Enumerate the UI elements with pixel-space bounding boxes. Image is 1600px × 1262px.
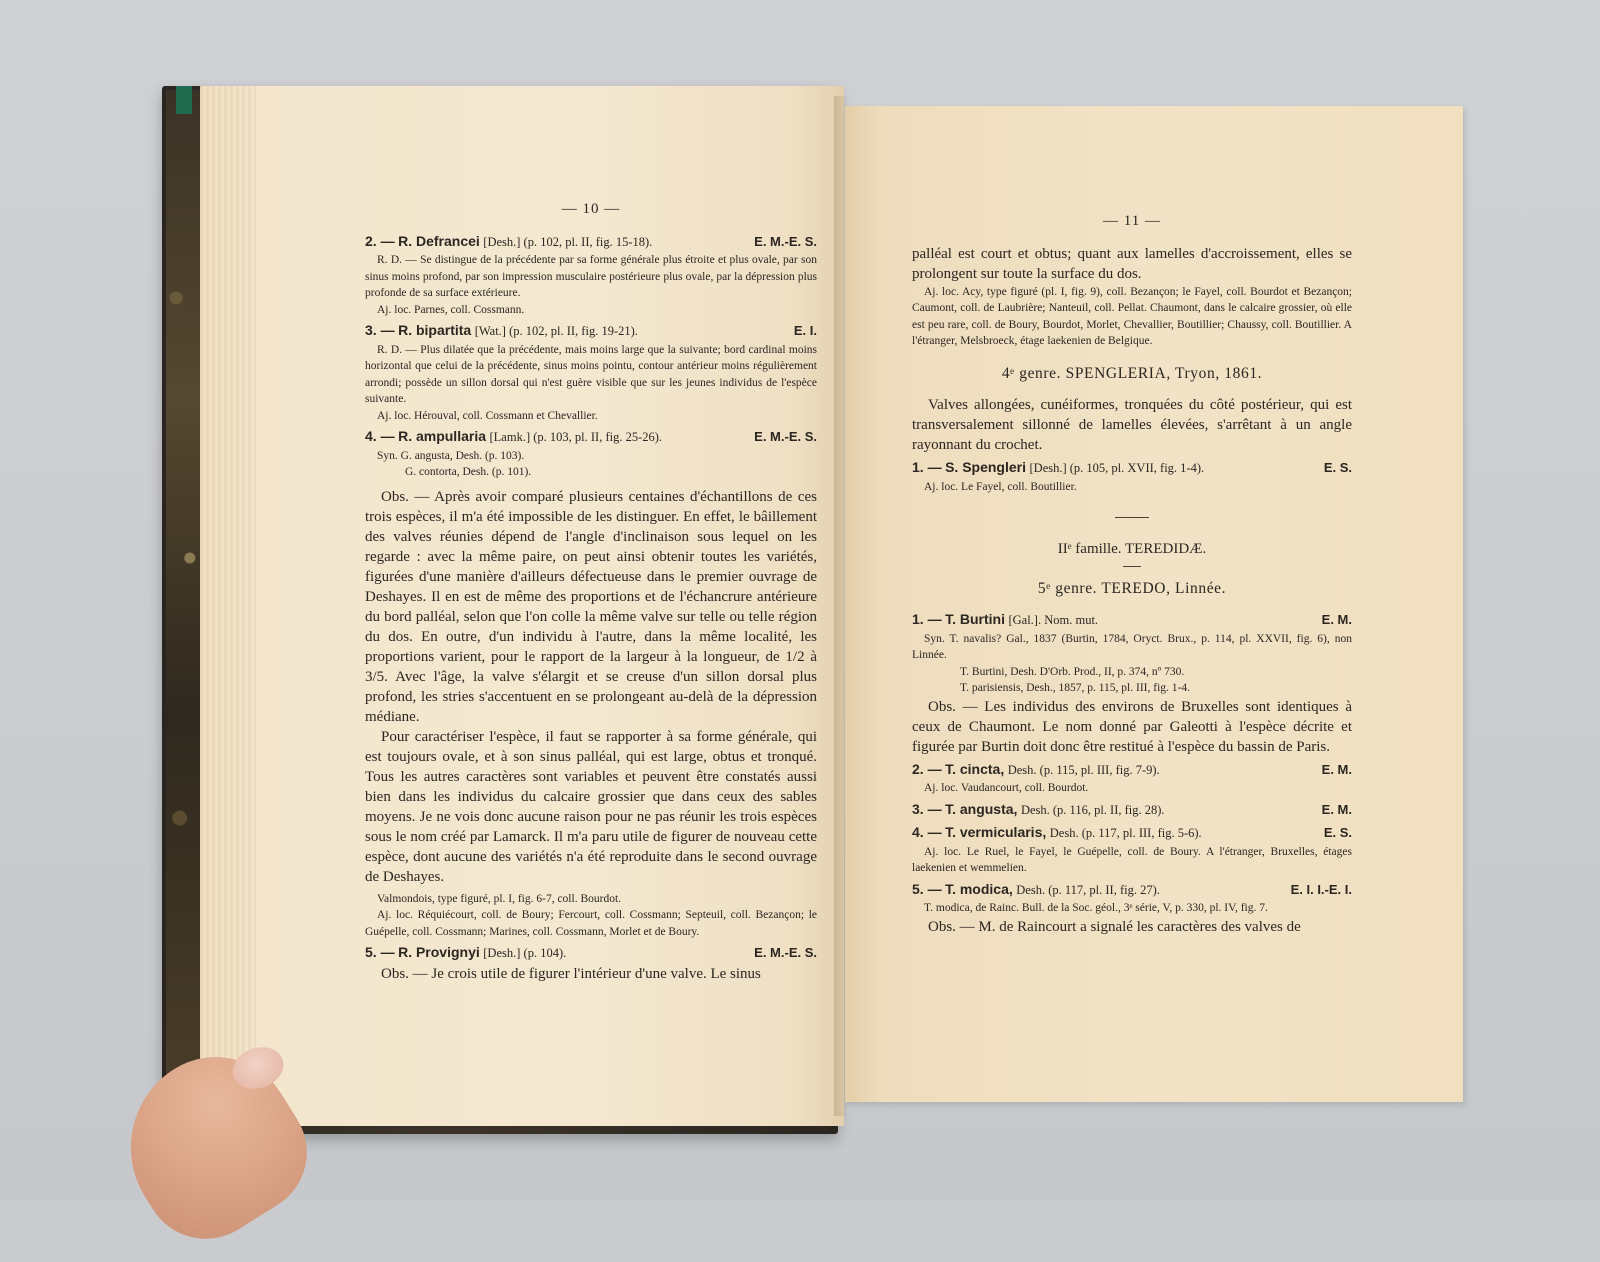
- locality: Aj. loc. Parnes, coll. Cossmann.: [377, 303, 525, 316]
- genus-description: Valves allongées, cunéiformes, tronquées du côté postérieur, qui est transversalement sillonné de lamelles élevées, s'arrêtant à un angle rayonnant du crochet.: [912, 397, 1352, 453]
- species-name: T. vermicularis,: [945, 824, 1047, 840]
- synonym: Syn. T. navalis? Gal., 1837 (Burtin, 1784, Oryct. Brux., p. 114, pl. XXVII, fig. 6), non Linnée.: [912, 632, 1352, 661]
- species-entry: 2. — R. Defrancei [Desh.] (p. 102, pl. II, fig. 15-18). E. M.-E. S.: [365, 232, 817, 253]
- species-entry: 5. — R. Provignyi [Desh.] (p. 104). E. M.-E. S.: [365, 943, 817, 964]
- species-entry: 3. — R. bipartita [Wat.] (p. 102, pl. II, fig. 19-21). E. I.: [365, 321, 817, 342]
- synonym: T. modica, de Rainc. Bull. de la Soc. géol., 3ᵉ série, V, p. 330, pl. IV, fig. 7.: [924, 902, 1268, 914]
- species-entry: 1. — S. Spengleri [Desh.] (p. 105, pl. XVII, fig. 1-4). E. S.: [912, 458, 1352, 479]
- ribbon-tab: [176, 86, 192, 114]
- family-heading: IIᵉ famille. TEREDIDÆ.: [1057, 541, 1207, 557]
- locality: Aj. loc. Acy, type figuré (pl. I, fig. 9), coll. Bezançon; le Fayel, coll. Bourdot et Bezançon; Caumont, coll. de Laubrière; Nanteuil, coll. Pellat. Chaumont, dans le calcaire grossier, où elle est peu rare, coll. de Boury, Bourdot, Morlet, Chevallier, Boutillier; Chaussy, coll. Boutillier. A l'étranger, Melsbroeck, étage laekenien de Belgique.: [912, 285, 1352, 347]
- heading-dash: [1123, 566, 1141, 567]
- page-number: — 11 —: [1103, 213, 1161, 229]
- species-name: T. Burtini: [945, 611, 1005, 627]
- observation: Obs. — M. de Raincourt a signalé les caractères des valves de: [928, 918, 1301, 935]
- description: R. D. — Plus dilatée que la précédente, mais moins large que la suivante; bord cardinal moins horizontal que celui de la précédente, sinus moins pointu, contour antérieur moins régulièrement arrondi; possède un sillon dorsal qui n'est guère visible que sur les jeunes individus de l'espèce suivante.: [365, 343, 817, 405]
- stratum-code: E. M.-E. S.: [754, 233, 817, 249]
- species-entry: 1. — T. Burtini [Gal.]. Nom. mut. E. M.: [912, 610, 1352, 631]
- species-name: T. cincta,: [945, 760, 1005, 777]
- stratum-code: E. M.: [1321, 801, 1352, 817]
- stratum-code: E. M.: [1321, 761, 1352, 777]
- species-entry: 2. — T. cincta, Desh. (p. 115, pl. III, fig. 7-9). E. M.: [912, 760, 1352, 781]
- species-entry: 3. — T. angusta, Desh. (p. 116, pl. II, fig. 28). E. M.: [912, 800, 1352, 821]
- locality: Aj. loc. Hérouval, coll. Cossmann et Chevallier.: [377, 409, 598, 422]
- synonym: T. Burtini, Desh. D'Orb. Prod., II, p. 374, nº 730.: [960, 665, 1185, 678]
- species-entry: 4. — T. vermicularis, Desh. (p. 117, pl. III, fig. 5-6). E. S.: [912, 823, 1352, 844]
- figured-type: Valmondois, type figuré, pl. I, fig. 6-7, coll. Bourdot.: [377, 892, 622, 905]
- locality: Aj. loc. Réquiécourt, coll. de Boury; Fercourt, coll. Cossmann; Septeuil, coll. Bezançon; le Guépelle, coll. Cossmann; Marines, coll. Cossmann, Morlet et de Boury.: [365, 909, 817, 938]
- species-entry: 4. — R. ampullaria [Lamk.] (p. 103, pl. II, fig. 25-26). E. M.-E. S.: [365, 427, 817, 448]
- stratum-code: E. M.: [1321, 612, 1352, 627]
- species-name: R. Defrancei: [398, 232, 480, 249]
- locality: Aj. loc. Le Ruel, le Fayel, le Guépelle, coll. de Boury. A l'étranger, Bruxelles, étages laekenien et wemmelien.: [912, 845, 1352, 874]
- genus-heading: 5ᵉ genre. TEREDO, Linnée.: [1037, 579, 1227, 597]
- species-name: T. angusta,: [945, 800, 1018, 817]
- observation: Obs. — Les individus des environs de Bruxelles sont identiques à ceux de Chaumont. Le nom donné par Galeotti à l'espèce décrite et figurée par Burtin doit donc être restitué à l'espèce du bassin de Paris.: [912, 698, 1352, 755]
- page-number: — 10 —: [561, 201, 621, 217]
- locality: Aj. loc. Le Fayel, coll. Boutillier.: [924, 480, 1077, 493]
- synonym: Syn. G. angusta, Desh. (p. 103).: [377, 449, 525, 462]
- continued-text: palléal est court et obtus; quant aux lamelles d'accroissement, elles se prolongent sur toute la surface du dos.: [912, 245, 1352, 282]
- species-name: R. Provignyi: [398, 944, 480, 960]
- synonym: T. parisiensis, Desh., 1857, p. 115, pl. III, fig. 1-4.: [960, 682, 1190, 694]
- right-page-text: [912, 212, 1352, 937]
- species-name: R. bipartita: [398, 322, 472, 338]
- stratum-code: E. I.: [793, 323, 817, 338]
- species-name: S. Spengleri: [945, 459, 1026, 475]
- observation: Obs. — Après avoir comparé plusieurs centaines d'échantillons de ces trois espèces, il m'a été impossible de les distinguer. En effet, le bâillement des valves réunies dépend de l'angle d'inclinaison sous lequel on les regarde : avec la même paire, on peut ainsi obtenir toutes les variétés, figurées d'une manière d'ailleurs défectueuse dans le premier ouvrage de Deshayes. Il en est de même des proportions et de l'échancrure antérieure du bord palléal, selon que l'on colle la même valve sur telle ou telle région du dos. En outre, d'un individu à l'autre, dans la même localité, les proportions varient, pour le rapport de la largeur à la longueur, de 1/2 à 3/5. Avec l'âge, la valve s'élargit et se creuse d'un sillon dorsal plus profond, les stries s'accentuent en se prolongeant au-delà de la dépression médiane.: [365, 488, 817, 725]
- species-name: T. modica,: [945, 880, 1013, 897]
- section-divider: [1115, 517, 1149, 518]
- stratum-code: E. S.: [1323, 825, 1352, 840]
- left-page-text: [365, 200, 817, 984]
- observation: Obs. — Je crois utile de figurer l'intérieur d'une valve. Le sinus: [381, 965, 761, 982]
- locality: Aj. loc. Vaudancourt, coll. Bourdot.: [924, 782, 1089, 794]
- page-edges: [200, 86, 256, 1126]
- species-name: R. ampullaria: [398, 428, 486, 444]
- synonym: G. contorta, Desh. (p. 101).: [405, 466, 532, 478]
- stratum-code: E. I. I.-E. I.: [1290, 881, 1352, 897]
- marbled-endpaper: [166, 90, 200, 1130]
- stratum-code: E. S.: [1323, 460, 1352, 475]
- genus-heading: 4ᵉ genre. SPENGLERIA, Tryon, 1861.: [1001, 364, 1263, 382]
- description: R. D. — Se distingue de la précédente par sa forme générale plus étroite et plus ovale, par son sinus moins profond, par son impression musculaire postérieure plus ovale, par la dépression plus profonde de sa surface extérieure.: [365, 254, 817, 299]
- stratum-code: E. M.-E. S.: [754, 945, 817, 960]
- species-entry: 5. — T. modica, Desh. (p. 117, pl. II, fig. 27). E. I. I.-E. I.: [912, 880, 1352, 901]
- observation: Pour caractériser l'espèce, il faut se rapporter à sa forme générale, qui est toujours ovale, et à son sinus palléal, qui est large, obtus et tronqué. Tous les autres caractères sont variables et peuvent être constatés aussi bien dans les individus du calcaire grossier que dans ceux des sables moyens. Je ne vois donc aucune raison pour ne pas réunir les trois espèces sous le nom créé par Lamarck. Il m'a paru utile de figurer de nouveau cette espèce, dont aucune des variétés n'a été reproduite dans le second ouvrage de Deshayes.: [365, 728, 817, 885]
- stratum-code: E. M.-E. S.: [754, 429, 817, 444]
